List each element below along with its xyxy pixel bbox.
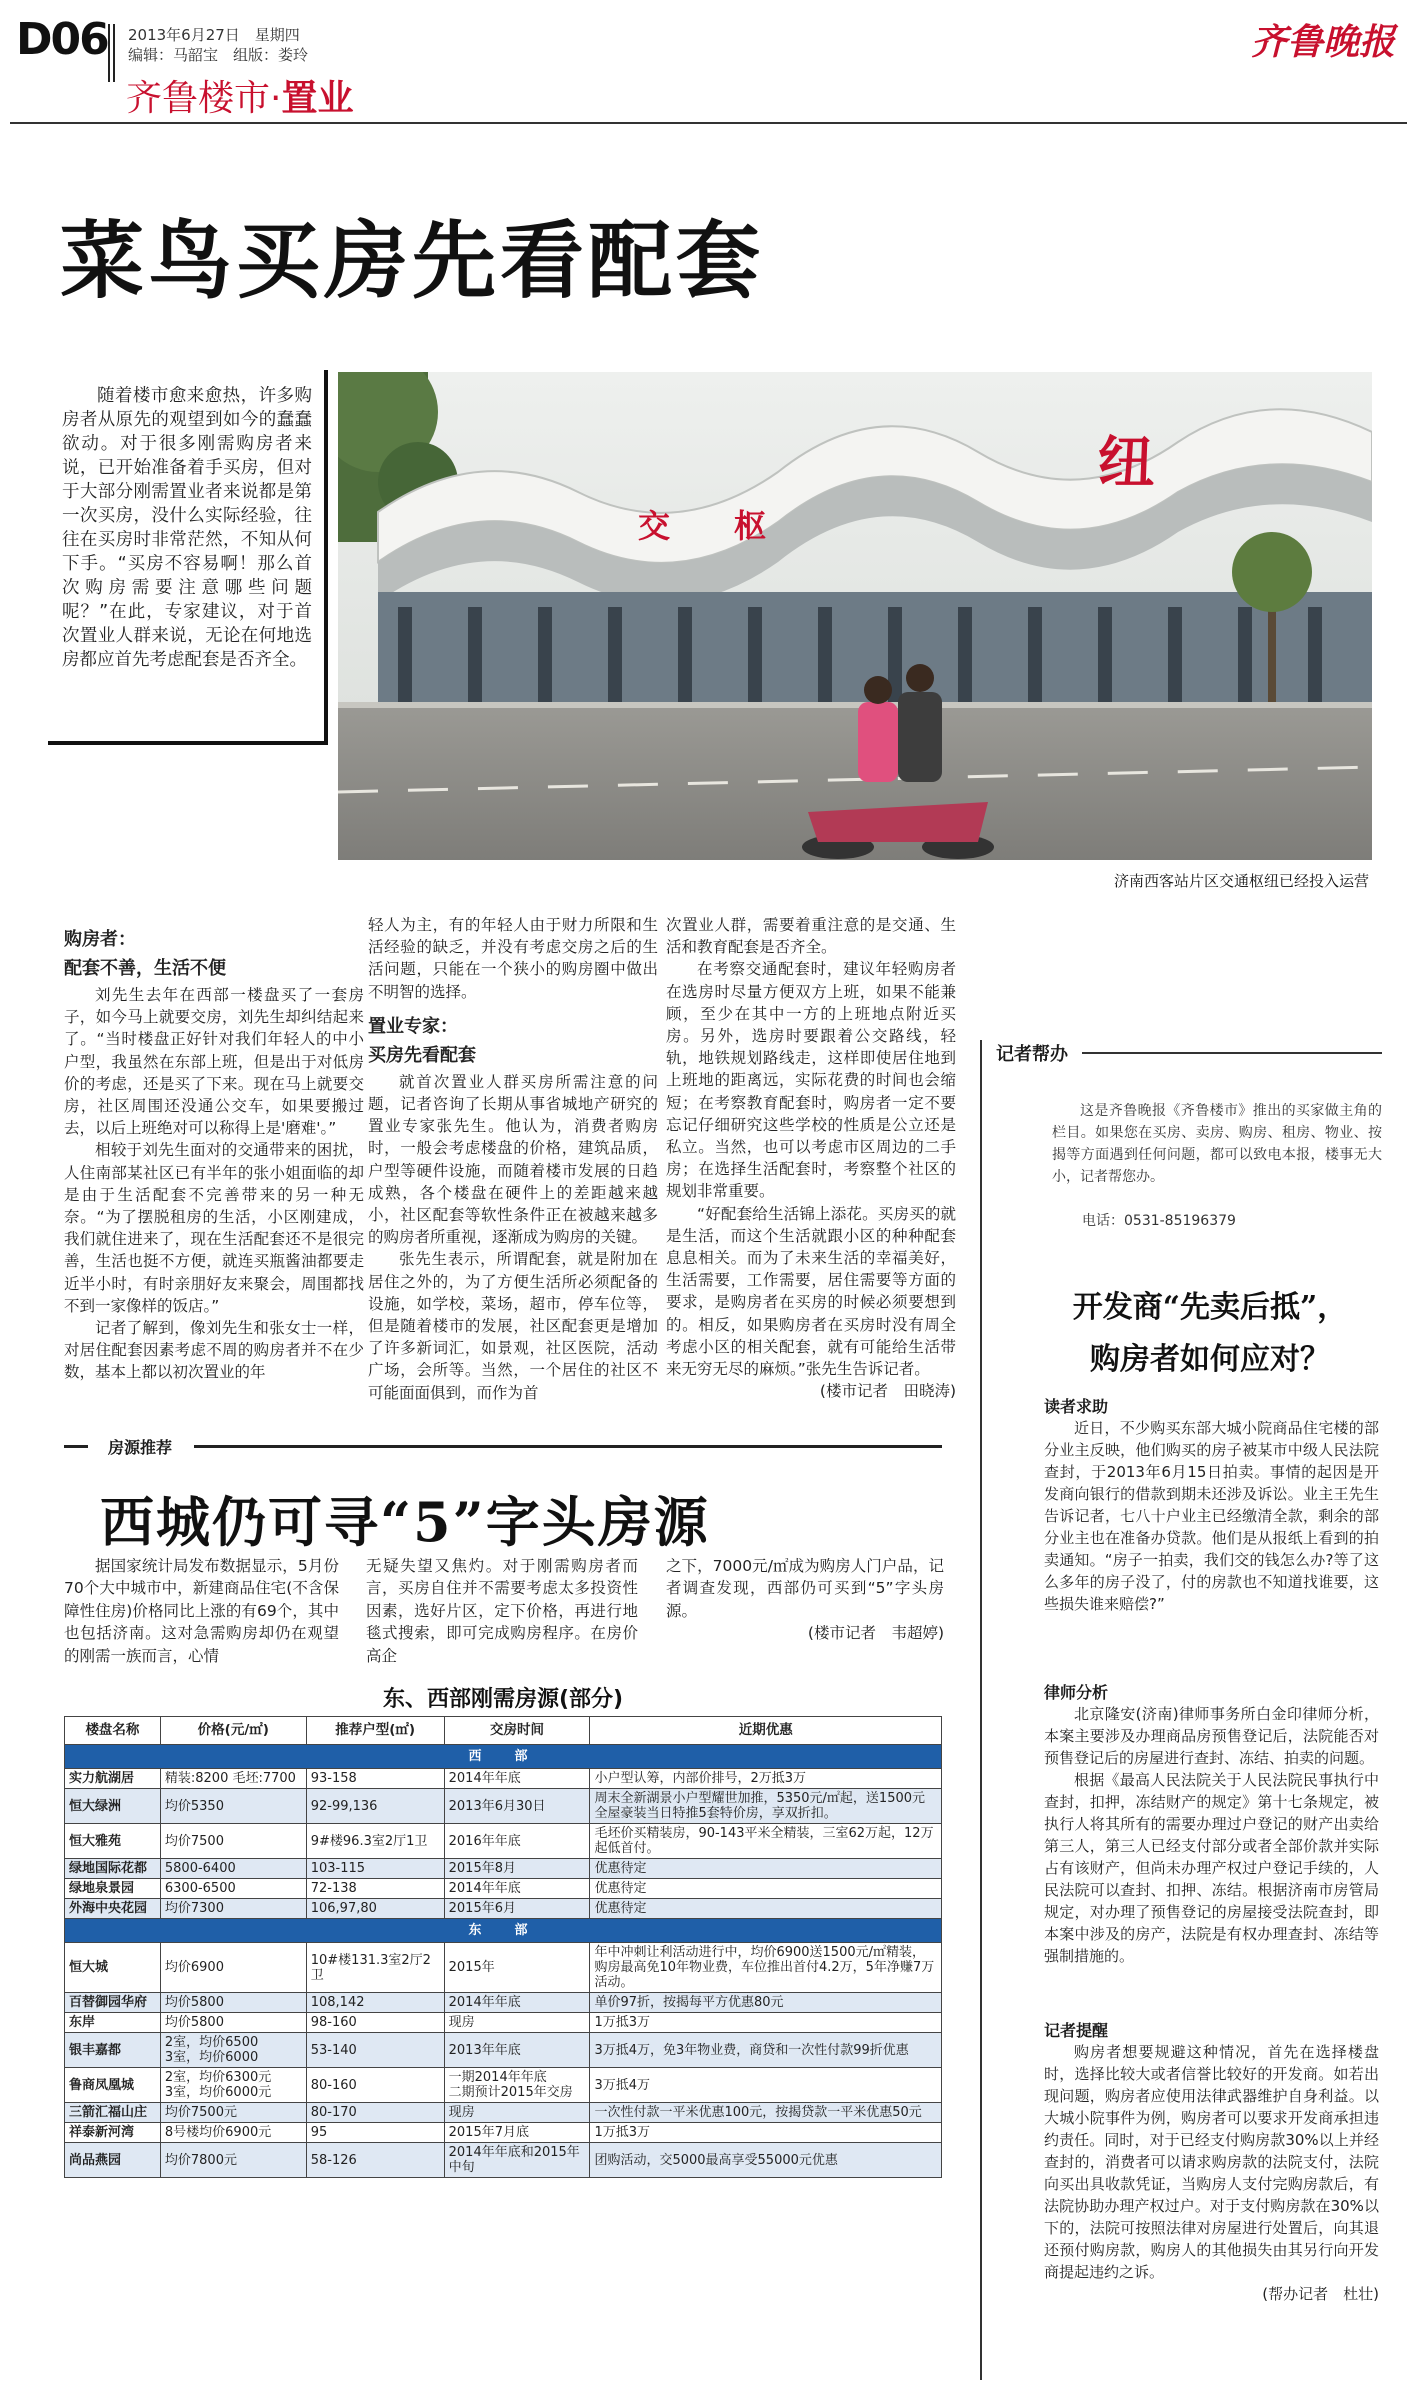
table-row [65, 1789, 942, 1824]
table-row [65, 2103, 942, 2123]
table-cell: 53-140 [306, 2033, 444, 2068]
article-byline: (楼市记者 田晓涛) [819, 1382, 956, 1401]
table-cell-project: 绿地泉景园 [65, 1879, 161, 1899]
table-row [65, 1899, 942, 1919]
table-cell: 小户型认筹，内部价排号，2万抵3万 [590, 1769, 942, 1789]
table-cell: 1万抵3万 [590, 2013, 942, 2033]
table-cell-project: 恒大绿洲 [65, 1789, 161, 1824]
subheading-expert-title: 买房先看配套 [368, 1044, 476, 1066]
column-divider [980, 1040, 982, 2380]
reader-question-heading: 读者求助 [1044, 1397, 1109, 1416]
table-row [65, 1943, 942, 1993]
intro-text: 随着楼市愈来愈热，许多购房者从原先的观望到如今的蠢蠢欲动。对于很多刚需购房者来说，已开始准备着手买房，但对于大部分刚需置业者来说都是第一次买房，没什么实际经验，往往在买房时非常茫然，不知从何下手。“买房不容易啊！那么首次购房需要注意哪些问题呢？”在此，专家建议，对于首次置业人群来说，无论在何地选房都应首先考虑配套是否齐全。 [62, 386, 312, 670]
table-cell-project: 三箭汇福山庄 [65, 2103, 161, 2123]
table-cell: 103-115 [306, 1859, 444, 1879]
table-row [65, 1993, 942, 2013]
table-group-label: 西 部 [65, 1745, 942, 1769]
table-cell: 5800-6400 [160, 1859, 306, 1879]
table-cell: 年中冲刺让利活动进行中，均价6900送1500元/㎡精装，购房最高免10年物业费，车位推出首付4.2万，5年净赚7万活动。 [590, 1943, 942, 1993]
table-cell-project: 银丰嘉都 [65, 2033, 161, 2068]
table-cell-project: 百替御园华府 [65, 1993, 161, 2013]
table-cell: 均价5350 [160, 1789, 306, 1824]
property-headline: 西城仍可寻“5”字头房源 [100, 1490, 710, 1554]
table-cell: 优惠待定 [590, 1879, 942, 1899]
table-cell-project: 鲁商凤凰城 [65, 2068, 161, 2103]
paragraph: 刘先生去年在西部一楼盘买了一套房子，如今马上就要交房，刘先生却纠结起来了。“当时楼盘正好针对我们年轻人的中小户型，我虽然在东部上班，但是出于对低房价的考虑，还是买了下来。现在马上就要交房，社区周围还没通公交车，如果要搬过去，以后上班绝对可以称得上是'磨难'。” [64, 986, 364, 1138]
table-header-row [65, 1717, 942, 1745]
property-column-1 [64, 1555, 339, 1667]
subheading-buyer-title: 配套不善，生活不便 [64, 958, 226, 979]
subheading-buyer: 购房者： [64, 929, 136, 950]
property-column-2 [366, 1555, 638, 1667]
table-cell: 58-126 [306, 2143, 444, 2178]
table-cell: 2014年年底 [444, 1879, 590, 1899]
table-header-cell: 价格(元/㎡) [160, 1717, 306, 1745]
paragraph: 北京隆安(济南)律师事务所白金印律师分析，本案主要涉及办理商品房预售登记后，法院能否对预售登记后的房屋进行查封、冻结、拍卖的问题。 [1044, 1705, 1379, 1767]
main-headline: 菜鸟买房先看配套 [60, 211, 765, 310]
paragraph: 相较于刘先生面对的交通带来的困扰，人住南部某社区已有半年的张小姐面临的却是由于生活配套不完善带来的另一种无奈。“为了摆脱租房的生活，小区刚建成，我们就住进来了，现在生活配套还不是很完善，生活也挺不方便，就连买瓶酱油都要走近半小时，有时亲朋好友来聚会，周围都找不到一家像样的饭店。” [64, 1141, 364, 1315]
table-cell: 98-160 [306, 2013, 444, 2033]
reporter-help-phone: 电话：0531-85196379 [1082, 1213, 1236, 1229]
table-cell: 3万抵4万 [590, 2068, 942, 2103]
property-section-tag: 房源推荐 [100, 1435, 180, 1458]
table-cell: 2013年年底 [444, 2033, 590, 2068]
section-title [126, 70, 353, 121]
property-section-bar [64, 1435, 942, 1457]
station-photo [338, 372, 1372, 860]
table-cell: 2室，均价6300元 3室，均价6000元 [160, 2068, 306, 2103]
right-article-title [1040, 1282, 1380, 1386]
table-cell: 108,142 [306, 1993, 444, 2013]
paragraph: 根据《最高人民法院关于人民法院民事执行中查封，扣押，冻结财产的规定》第十七条规定，被执行人将其所有的需要办理过户登记的财产出卖给第三人，第三人已经支付部分或者全部价款并实际占有该财产，但尚未办理产权过户登记手续的，人民法院可以查封、扣押、冻结。根据济南市房管局规定，对办理了预售登记的房屋接受法院查封，即本案中涉及的房产，法院是有权办理查封、冻结等强制措施的。 [1044, 1771, 1379, 1965]
table-cell-project: 尚品燕园 [65, 2143, 161, 2178]
reporter-help-rule [1082, 1052, 1382, 1054]
table-group-label: 东 部 [65, 1919, 942, 1943]
table-cell: 2015年8月 [444, 1859, 590, 1879]
paragraph: “好配套给生活锦上添花。买房买的就是生活，而这个生活就跟小区的种种配套息息相关。而为了未来生活的幸福美好，生活需要，工作需要，居住需要等方面的要求，是购房者在买房的时候必须要想到的。相反，如果购房者在买房时没有周全考虑小区的相关配套，就有可能给生活带来无穷无尽的麻烦。”张先生告诉记者。 [666, 1204, 956, 1379]
section-title-main: 齐鲁楼市· [126, 78, 282, 119]
reporter-reminder [1044, 2018, 1379, 2305]
table-cell: 2013年6月30日 [444, 1789, 590, 1824]
paragraph: 次置业人群，需要着重注意的是交通、生活和教育配套是否齐全。 [666, 916, 956, 957]
paragraph: 在考察交通配套时，建议年轻购房者在选房时尽量方便双方上班，如果不能兼顾，至少在其中一方的上班地点附近买房。另外，选房时要跟着公交路线，轻轨，地铁规划路线走，这样即使居住地到上班地的距离远，实际花费的时间也会缩短；在考察教育配套时，购房者一定不要忘记仔细研究这些学校的性质是公立还是私立。当然，也可以考虑市区周边的二手房；在选择生活配套时，考察整个社区的规划非常重要。 [666, 960, 956, 1201]
table-cell: 10#楼131.3室2厅2卫 [306, 1943, 444, 1993]
table-cell: 单价97折，按揭每平方优惠80元 [590, 1993, 942, 2013]
table-header-cell: 近期优惠 [590, 1717, 942, 1745]
table-cell: 均价7500 [160, 1824, 306, 1859]
table-cell: 均价7500元 [160, 2103, 306, 2123]
table-cell: 9#楼96.3室2厅1卫 [306, 1824, 444, 1859]
table-cell: 93-158 [306, 1769, 444, 1789]
table-cell: 95 [306, 2123, 444, 2143]
table-cell: 92-99,136 [306, 1789, 444, 1824]
table-cell: 均价7800元 [160, 2143, 306, 2178]
table-cell: 精装:8200 毛坯:7700 [160, 1769, 306, 1789]
table-cell: 72-138 [306, 1879, 444, 1899]
paragraph: 之下，7000元/㎡成为购房人门户品，记者调查发现，西部仍可买到“5”字头房源。 [666, 1557, 944, 1620]
table-cell: 2015年7月底 [444, 2123, 590, 2143]
editor-credits: 编辑：马韶宝 组版：娄玲 [128, 46, 309, 64]
property-table [64, 1716, 942, 2178]
table-cell: 80-170 [306, 2103, 444, 2123]
subheading-expert: 置业专家： [368, 1015, 458, 1037]
table-cell: 均价6900 [160, 1943, 306, 1993]
table-cell: 80-160 [306, 2068, 444, 2103]
table-cell: 106,97,80 [306, 1899, 444, 1919]
table-cell: 3万抵4万，免3年物业费，商贷和一次性付款99折优惠 [590, 2033, 942, 2068]
table-row [65, 1824, 942, 1859]
table-cell: 现房 [444, 2013, 590, 2033]
table-cell: 毛坯价买精装房，90-143平米全精装，三室62万起，12万起低首付。 [590, 1824, 942, 1859]
section-rule [64, 1445, 88, 1448]
station-sign-main: 纽 [1098, 430, 1154, 496]
table-group-row [65, 1919, 942, 1943]
table-cell: 2014年年底和2015年中旬 [444, 2143, 590, 2178]
property-table-title: 东、西部刚需房源(部分) [382, 1687, 624, 1712]
table-row [65, 1769, 942, 1789]
table-cell-project: 恒大城 [65, 1943, 161, 1993]
table-row [65, 2033, 942, 2068]
table-cell-project: 绿地国际花都 [65, 1859, 161, 1879]
table-cell: 1万抵3万 [590, 2123, 942, 2143]
table-row [65, 2123, 942, 2143]
reader-question [1044, 1394, 1379, 1615]
right-article-title-line2: 购房者如何应对？ [1090, 1342, 1330, 1377]
lawyer-analysis [1044, 1680, 1379, 1967]
intro-box [48, 370, 328, 745]
table-cell: 2014年年底 [444, 1769, 590, 1789]
issue-date: 2013年6月27日 星期四 [128, 26, 300, 44]
table-cell: 一期2014年年底 二期预计2015年交房 [444, 2068, 590, 2103]
table-cell-project: 恒大雅苑 [65, 1824, 161, 1859]
table-cell-project: 实力航湖居 [65, 1769, 161, 1789]
header-rule [10, 122, 1407, 124]
table-cell: 2015年6月 [444, 1899, 590, 1919]
table-cell-project: 东岸 [65, 2013, 161, 2033]
header-divider [108, 24, 115, 82]
table-cell: 均价5800 [160, 2013, 306, 2033]
table-cell: 一次性付款一平米优惠100元，按揭贷款一平米优惠50元 [590, 2103, 942, 2123]
table-header-cell: 楼盘名称 [65, 1717, 161, 1745]
table-cell: 8号楼均价6900元 [160, 2123, 306, 2143]
paragraph: 轻人为主，有的年轻人由于财力所限和生活经验的缺乏，并没有考虑交房之后的生活问题，只能在一个狭小的购房圈中做出不明智的选择。 [368, 916, 658, 1001]
paragraph: 购房者想要规避这种情况，首先在选择楼盘时，选择比较大或者信誉比较好的开发商。如若出现问题，购房者应使用法律武器维护自身利益。以大城小院事件为例，购房者可以要求开发商承担违约责任。同时，对于已经支付购房款30%以上并经查封的，消费者可以请求购房款的法院支付，法院向买出具收款凭证，当购房人支付完购房款后，有法院协助办理产权过户。对于支付购房款在30%以下的，法院可按照法律对房屋进行处置后，向其退还预付购房款，购房人的其他损失由其另行向开发商提起违约之诉。 [1044, 2043, 1379, 2281]
paragraph: 就首次置业人群买房所需注意的问题，记者咨询了长期从事省城地产研究的置业专家张先生。他认为，消费者购房时，一般会考虑楼盘的价格，建筑品质，户型等硬件设施，而随着楼市发展的日趋成熟，各个楼盘在硬件上的差距越来越小，社区配套等软性条件正在被越来越多的购房者所重视，逐渐成为购房的关键。 [368, 1072, 658, 1247]
table-header-cell: 交房时间 [444, 1717, 590, 1745]
right-article-byline: (帮办记者 杜壮) [1262, 2285, 1379, 2303]
lawyer-analysis-heading: 律师分析 [1044, 1683, 1109, 1702]
paragraph: 张先生表示，所谓配套，就是附加在居住之外的，为了方便生活所必须配备的设施，如学校，菜场，超市，停车位等，但是随着楼市的发展，社区配套更是增加了许多新词汇，如景观，社区医院，活动广场，会所等。当然，一个居住的社区不可能面面俱到，而作为首 [368, 1250, 658, 1402]
reporter-help-text: 这是齐鲁晚报《齐鲁楼市》推出的买家做主角的栏目。如果您在买房、卖房、购房、租房、物业、按揭等方面遇到任何问题，都可以致电本报，楼事无大小，记者帮您办。 [1052, 1103, 1382, 1185]
table-cell: 均价5800 [160, 1993, 306, 2013]
table-cell: 团购活动，交5000最高享受55000元优惠 [590, 2143, 942, 2178]
table-cell: 现房 [444, 2103, 590, 2123]
table-cell: 优惠待定 [590, 1859, 942, 1879]
table-cell: 周末全新湖景小户型耀世加推，5350元/㎡起，送1500元全屋豪装当日特推5套特价房，享双折扣。 [590, 1789, 942, 1824]
paragraph: 近日，不少购买东部大城小院商品住宅楼的部分业主反映，他们购买的房子被某市中级人民法院查封，于2013年6月15日拍卖。事情的起因是开发商向银行的借款到期未还涉及诉讼。业主王先生告诉记者，七八十户业主已经缴清全款，剩余的部分业主也在准备办贷款。他们是从报纸上看到的拍卖通知。“房子一拍卖，我们交的钱怎么办?等了这么多年的房子没了，付的房款也不知道找谁要，这些损失谁来赔偿?” [1044, 1419, 1379, 1613]
page-number: D06 [16, 14, 108, 65]
table-cell: 均价7300 [160, 1899, 306, 1919]
reporter-reminder-heading: 记者提醒 [1044, 2021, 1109, 2040]
article-column-1 [64, 926, 364, 1384]
table-cell-project: 外海中央花园 [65, 1899, 161, 1919]
paragraph: 无疑失望又焦灼。对于刚需购房者而言，买房自住并不需要考虑太多投资性因素，选好片区，定下价格，再进行地毯式搜索，即可完成购房程序。在房价高企 [366, 1557, 638, 1665]
table-cell: 2016年年底 [444, 1824, 590, 1859]
table-cell: 2015年 [444, 1943, 590, 1993]
property-column-3 [666, 1555, 944, 1645]
table-row [65, 2068, 942, 2103]
article-column-3 [666, 914, 956, 1402]
paragraph: 记者了解到，像刘先生和张女士一样，对居住配套因素考虑不周的购房者并不在少数，基本上都以初次置业的年 [64, 1319, 364, 1382]
table-cell: 2室，均价6500 3室，均价6000 [160, 2033, 306, 2068]
right-article-title-line1: 开发商“先卖后抵”， [1072, 1290, 1348, 1325]
section-title-sub: 置业 [281, 78, 354, 119]
table-row [65, 2013, 942, 2033]
table-cell: 6300-6500 [160, 1879, 306, 1899]
article-column-2 [368, 914, 658, 1404]
photo-caption: 济南西客站片区交通枢纽已经投入运营 [1113, 872, 1369, 890]
paragraph: 据国家统计局发布数据显示，5月份70个大中城市中，新建商品住宅(不含保障性住房)价格同比上涨的有69个，其中也包括济南。这对急需购房却仍在观望的刚需一族而言，心情 [64, 1557, 339, 1665]
table-group-row [65, 1745, 942, 1769]
table-cell: 优惠待定 [590, 1899, 942, 1919]
table-cell-project: 祥泰新河湾 [65, 2123, 161, 2143]
table-row [65, 1859, 942, 1879]
reporter-help-title: 记者帮办 [996, 1044, 1068, 1065]
station-sign-secondary: 交 枢 [638, 507, 767, 545]
table-row [65, 1879, 942, 1899]
table-cell: 2014年年底 [444, 1993, 590, 2013]
newspaper-logo: 齐鲁晚报 [1250, 21, 1395, 63]
property-byline: (楼市记者 韦超婷) [807, 1624, 944, 1643]
table-row [65, 2143, 942, 2178]
table-header-cell: 推荐户型(㎡) [306, 1717, 444, 1745]
section-rule [194, 1445, 942, 1448]
